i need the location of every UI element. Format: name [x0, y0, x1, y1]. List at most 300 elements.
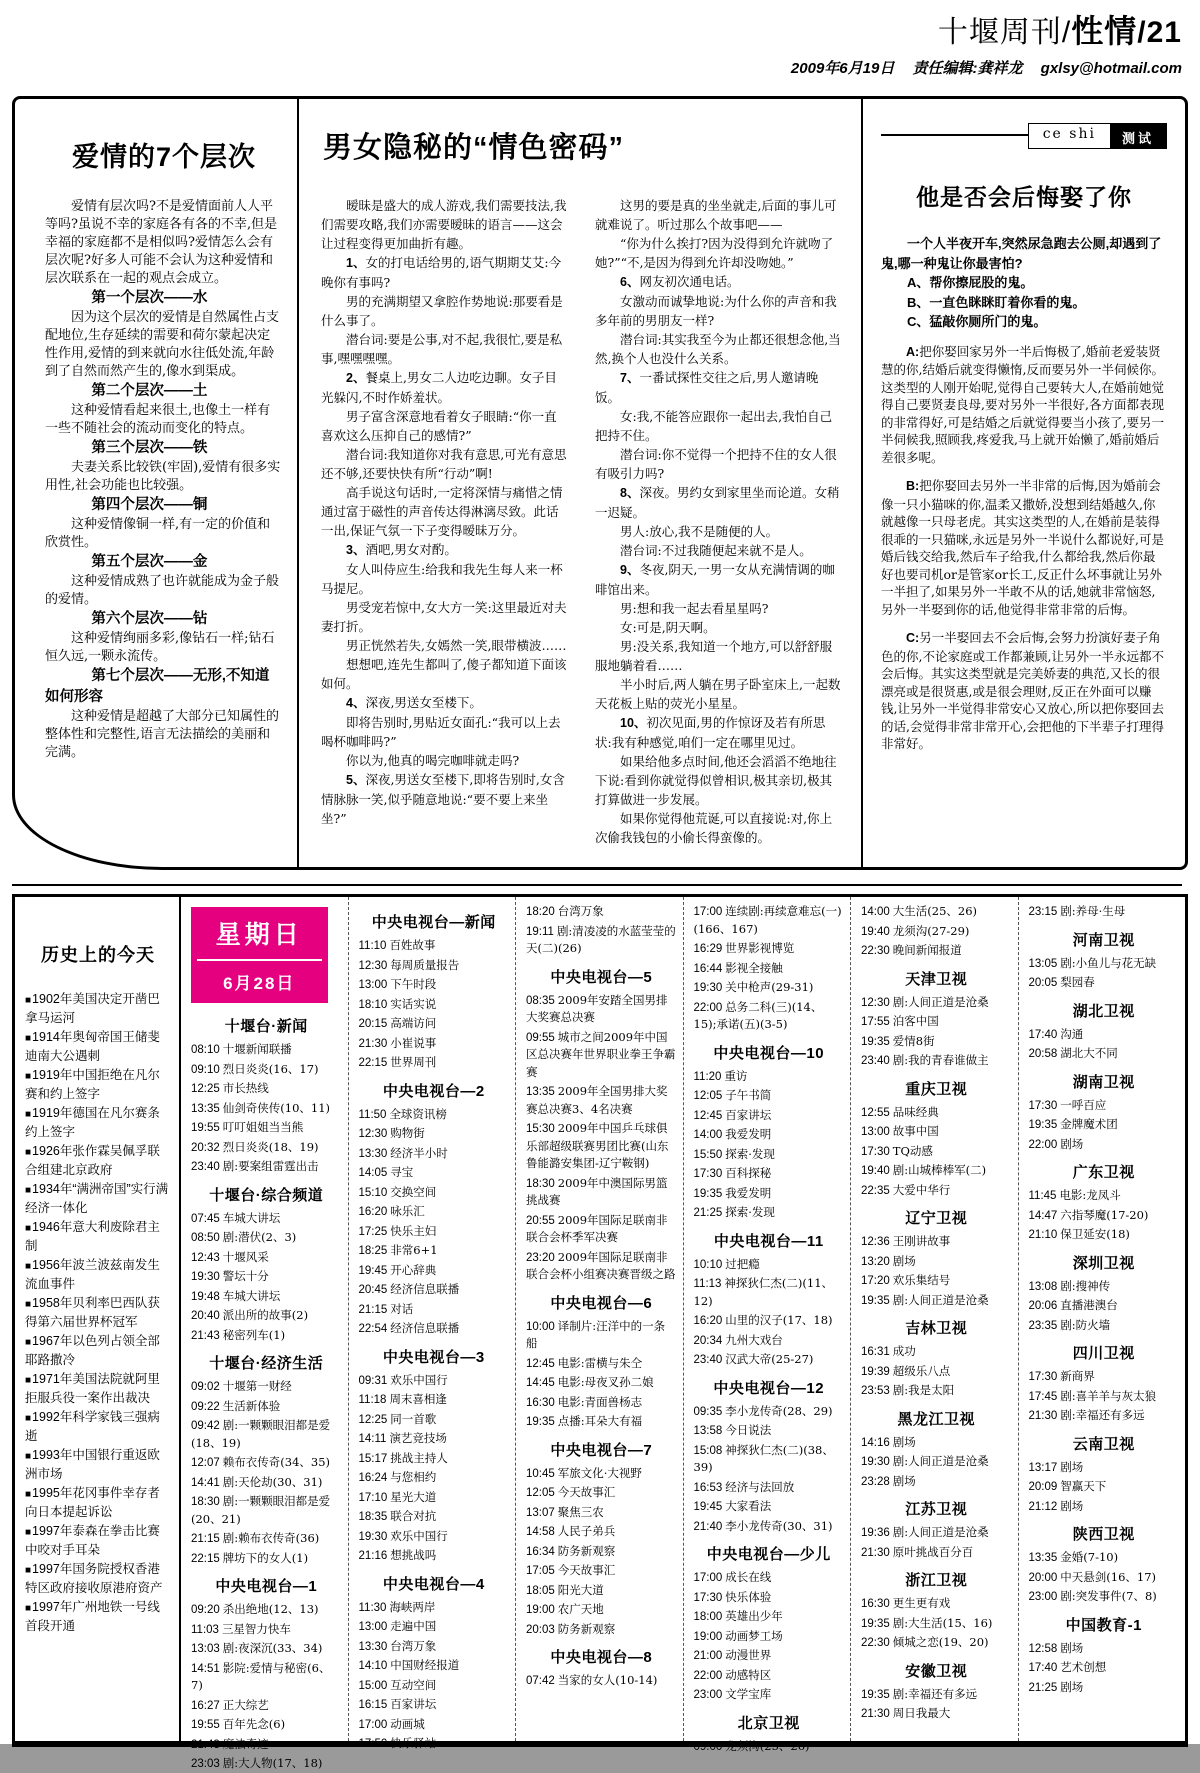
tv-listing-item: [694, 1569, 845, 1587]
tv-listing-item: [694, 1589, 845, 1607]
listing-time: 07:45: [191, 1212, 220, 1225]
tv-listing-item: [694, 1628, 845, 1646]
listing-time: 10:45: [526, 1467, 555, 1480]
listing-program: 我爱发明: [725, 1127, 772, 1141]
tv-listing-item: [191, 1061, 342, 1079]
article1-paragraph: 这种爱情像铜一样,有一定的价值和欣赏性。: [45, 517, 271, 550]
tv-listing-item: [861, 1363, 1012, 1381]
listing-time: 19:35: [861, 1294, 890, 1307]
channel-header: 中央电视台—7: [550, 1441, 653, 1459]
listing-time: 22:15: [358, 1057, 388, 1069]
listing-time: 19:40: [861, 925, 890, 938]
listing-time: 11:30: [358, 1601, 387, 1614]
tv-listing-item: [1029, 1226, 1180, 1244]
listing-time: 09:22: [191, 1400, 220, 1413]
listing-program: 剧场: [1060, 1498, 1084, 1513]
article1-paragraph: 因为这个层次的爱情是自然属性占支配地位,生存延续的需要和荷尔蒙起决定性作用,爱情的到来就向水往低处流,年龄到了自然而然产生的,像水到渠成。: [45, 310, 280, 379]
tv-listing-item: [1029, 1368, 1180, 1386]
listing-program: 十堰新闻联播: [222, 1042, 292, 1056]
tv-listing-item: [359, 1469, 510, 1487]
listing-program: 总务二科(三)(14、15);承诺(五)(3-5): [693, 999, 823, 1031]
listing-program: 百家讲坛: [390, 1697, 437, 1711]
listing-program: 关中枪声(29-31): [725, 980, 814, 994]
listing-time: 15:30: [526, 1123, 555, 1135]
tv-listing-item: [861, 1162, 1012, 1180]
listing-program: 当家的女人(10-14): [557, 1673, 658, 1687]
listing-time: 18:20: [526, 906, 555, 918]
listing-time: 12:05: [693, 1090, 723, 1102]
tv-listing-item: [191, 1755, 342, 1773]
listing-time: 18:30: [191, 1496, 220, 1508]
listing-time: 09:10: [191, 1063, 220, 1076]
listing-program: 品味经典: [892, 1104, 939, 1119]
tv-listing-item: [191, 1327, 342, 1345]
listing-program: 经济与法回放: [725, 1479, 795, 1494]
listing-time: 19:35: [861, 1617, 890, 1630]
listing-time: 13:58: [693, 1425, 723, 1437]
listing-program: 人民子弟兵: [557, 1524, 616, 1538]
listing-time: 21:30: [358, 1037, 388, 1050]
article-secret-codes: [299, 99, 863, 867]
listing-time: 19:39: [861, 1365, 890, 1378]
tv-listing-item: [359, 1528, 510, 1546]
listing-time: 19:00: [526, 1604, 555, 1616]
history-items: [25, 991, 171, 1634]
tv-listing-item: [1029, 1569, 1180, 1587]
article2-paragraph: 这男的要是真的坐坐就走,后面的事儿可就难说了。听过那么个故事吧——: [595, 198, 837, 232]
listing-program: 联合对抗: [390, 1509, 437, 1523]
listing-time: 09:35: [693, 1405, 723, 1418]
listing-program: 大爱中华行: [892, 1182, 951, 1197]
listing-time: 16:29: [693, 943, 723, 955]
tv-listing-item: [359, 1450, 510, 1468]
tv-listing-item: [191, 1080, 342, 1098]
tv-listing-item: [694, 1647, 845, 1665]
listing-time: 22:00: [1028, 1138, 1058, 1151]
tv-listing-item: [191, 1249, 342, 1267]
tv-listing-item: [861, 1473, 1012, 1491]
masthead: [777, 6, 1182, 78]
listing-program: 新商界: [1060, 1369, 1095, 1383]
listing-program: 电影:雷横与朱仝: [557, 1355, 643, 1370]
listing-program: 连续剧:再续意难忘(一)(166、167): [693, 904, 842, 936]
listing-time: 19:30: [861, 1456, 890, 1468]
tv-listing-item: [359, 1391, 510, 1409]
listing-program: 杀出绝地(12、13): [222, 1602, 319, 1616]
tv-listing-item: [526, 1504, 677, 1522]
article2-paragraph: 3、酒吧,男女对酌。: [346, 542, 457, 557]
listing-time: 10:10: [693, 1258, 723, 1271]
tv-listing-item: [694, 1256, 845, 1274]
channel-header: 云南卫视: [1072, 1435, 1135, 1453]
listing-time: 08:35: [526, 994, 555, 1007]
listing-time: 16:24: [358, 1472, 388, 1484]
listing-time: 17:40: [1028, 1662, 1058, 1674]
listing-program: TQ动感: [892, 1143, 933, 1158]
tv-listing-item: [359, 1054, 510, 1072]
channel-header: 中央电视台—3: [382, 1348, 485, 1366]
listing-program: 智赢天下: [1060, 1479, 1107, 1493]
listing-program: 晚间新闻报道: [892, 943, 962, 957]
history-item: ■ 1934年“满洲帝国”实行满经济一体化: [25, 1181, 171, 1216]
listing-time: 08:50: [191, 1232, 220, 1244]
listing-program: 快乐体验: [725, 1589, 772, 1604]
history-title: 历史上的今天: [41, 945, 155, 965]
date-label: 6月28日: [223, 974, 296, 993]
channel-header: 湖南卫视: [1072, 1073, 1135, 1091]
listing-time: 09:42: [191, 1420, 220, 1432]
listing-program: 湖北大不同: [1060, 1046, 1118, 1060]
listing-program: 成功: [892, 1344, 916, 1358]
listing-time: 20:06: [1028, 1300, 1058, 1312]
tv-listing-item: [694, 1667, 845, 1685]
listing-time: 14:00: [861, 906, 890, 918]
listing-time: 13:08: [1028, 1280, 1058, 1293]
tv-listing-item: [359, 1735, 510, 1753]
tv-listing-item: [191, 1158, 342, 1176]
issue-date: 2009年6月19日: [790, 60, 895, 77]
listing-program: 剧场: [1060, 1136, 1084, 1151]
listing-program: 周日我最大: [892, 1706, 951, 1720]
listing-time: 16:53: [693, 1481, 723, 1494]
tv-listing-item: [861, 1544, 1012, 1562]
listing-time: 13:05: [1028, 957, 1058, 970]
listing-program: 剧:我是太阳: [892, 1383, 955, 1397]
article2-title: 男女隐秘的“情色密码”: [323, 132, 625, 164]
listing-time: 23:03: [191, 1758, 220, 1770]
history-item: ■ 1993年中国银行重返欧洲市场: [25, 1447, 171, 1482]
tv-listing-item: [861, 1686, 1012, 1704]
listing-program: 十堰风采: [222, 1249, 269, 1264]
channel-header: 吉林卫视: [905, 1320, 968, 1337]
tv-listing-item: [191, 1139, 342, 1157]
listing-time: 11:10: [358, 940, 387, 952]
tv-listing-item: [359, 1599, 510, 1617]
tv-listing-item: [1029, 1549, 1180, 1567]
listing-time: 19:35: [526, 1416, 555, 1428]
listing-time: 09:31: [358, 1374, 388, 1387]
tv-listing-item: [191, 1697, 342, 1715]
listing-program: 2009年国际足联南非联合会杯小组赛决赛晋级之路: [526, 1249, 676, 1281]
tab-rule-line: [881, 134, 1028, 149]
listing-time: 16:30: [526, 1396, 555, 1409]
history-column: [15, 897, 181, 1741]
quiz-option: C、猛敲你厕所门的鬼。: [907, 314, 1047, 329]
listing-time: 23:28: [861, 1475, 890, 1488]
tv-listing-item: [191, 1100, 342, 1118]
article1-subhead: 第四个层次——铜: [91, 497, 208, 513]
tv-listing-item: [526, 1413, 677, 1431]
channel-header: 十堰台·新闻: [224, 1018, 308, 1035]
quiz-box: [863, 99, 1185, 867]
article2-column-1: [321, 196, 567, 847]
quiz-options: [881, 273, 1167, 332]
listing-program: 金婚(7-10): [1060, 1550, 1119, 1564]
tv-listing-item: [694, 1738, 845, 1756]
tv-col-listings: [526, 903, 677, 1690]
listing-time: 22:54: [358, 1323, 388, 1335]
tv-listing-item: [359, 1125, 510, 1143]
article1-paragraph: 这种爱情绚丽多彩,像钻石一样;钻石恒久远,一颗永流传。: [45, 631, 275, 664]
tv-listing-item: [359, 1223, 510, 1241]
tv-listing-item: [359, 1242, 510, 1260]
listing-time: 23:20: [526, 1251, 555, 1264]
tv-listing-item: [1029, 1207, 1180, 1225]
listing-time: 13:00: [358, 1621, 388, 1633]
tv-listing-item: [861, 942, 1012, 960]
listing-time: 21:30: [1028, 1410, 1058, 1422]
listing-program: 艺术创想: [1060, 1660, 1107, 1674]
listing-program: 成长在线: [725, 1570, 772, 1584]
article2-paragraph: 男:想和我一起去看星星吗?: [620, 601, 769, 616]
listing-program: 神探狄仁杰(二)(38、39): [693, 1442, 834, 1474]
listing-time: 15:17: [358, 1452, 388, 1465]
listing-program: 剧场: [1060, 1459, 1084, 1474]
listing-program: 欢乐中国行: [390, 1372, 448, 1387]
tv-listing-item: [1029, 1407, 1180, 1425]
article2-paragraph: “你为什么挨打?因为没得到允许就吻了她?”“不,是因为得到允许却没吻她。”: [595, 236, 834, 270]
listing-time: 16:30: [861, 1598, 890, 1610]
listing-program: 动画梦工场: [725, 1628, 783, 1643]
listing-time: 21:16: [358, 1550, 388, 1562]
listing-program: 下午时段: [390, 977, 437, 991]
listing-time: 12:45: [693, 1109, 723, 1122]
tv-column-cctv10-beijing: [683, 897, 851, 1753]
listing-program: 重访: [724, 1068, 748, 1083]
listing-time: 12:25: [358, 1413, 388, 1426]
listing-program: 六指琴魔(17-20): [1060, 1207, 1149, 1222]
article2-paragraph: 2、餐桌上,男女二人边吃边聊。女子目光躲闪,不时作娇羞状。: [321, 370, 557, 405]
listing-time: 18:30: [526, 1177, 555, 1190]
listing-time: 12:25: [191, 1083, 220, 1095]
tv-listing-item: [359, 1015, 510, 1033]
listing-time: 20:34: [693, 1334, 723, 1347]
listing-program: 仙剑奇侠传(10、11): [222, 1100, 331, 1115]
date-box: [191, 907, 328, 1003]
channel-header: 深圳卫视: [1072, 1254, 1135, 1272]
tv-listing-item: [359, 1618, 510, 1636]
tv-listing-item: [694, 1312, 845, 1330]
listing-program: 剧:大人物(17、18): [222, 1756, 323, 1770]
listing-program: 龙须沟(25、26): [725, 1738, 810, 1753]
history-item: ■ 1958年贝利率巴西队获得第六届世界杯冠军: [25, 1295, 171, 1330]
listing-program: 龙须沟(27-29): [892, 923, 970, 938]
article2-paragraph: 男的充满期望又拿腔作势地说:那要看是什么事了。: [321, 294, 563, 328]
tv-listing-item: [1029, 1026, 1180, 1044]
tv-listing-item: [526, 992, 677, 1027]
listing-time: 17:30: [693, 1168, 723, 1180]
tv-listing-item: [1029, 1045, 1180, 1063]
listing-time: 13:35: [526, 1086, 555, 1098]
listing-time: 11:03: [191, 1623, 219, 1636]
listing-program: 同一首歌: [390, 1411, 437, 1426]
article2-paragraph: 10、初次见面,男的作惊讶及若有所思状:我有种感觉,咱们一定在哪里见过。: [595, 715, 826, 750]
listing-program: 剧:要案组雷霆出击: [222, 1159, 319, 1173]
article2-paragraph: 9、冬夜,阴天,一男一女从充满情调的咖啡馆出来。: [595, 562, 835, 597]
tv-listing-item: [694, 960, 845, 978]
listing-program: 想挑战吗: [390, 1548, 437, 1562]
listing-program: 十堰第一财经: [222, 1379, 292, 1393]
listing-program: 烈日炎炎(18、19): [222, 1139, 319, 1154]
article2-paragraph: 想想吧,连先生都叫了,傻子都知道下面该如何。: [321, 657, 567, 691]
article2-paragraph: 1、女的打电话给男的,语气期期艾艾:今晚你有事吗?: [321, 255, 562, 290]
listing-program: 走遍中国: [390, 1619, 437, 1633]
tv-column-satellite-2: [1018, 897, 1186, 1741]
listing-time: 21:12: [1028, 1500, 1058, 1513]
listing-time: 19:48: [191, 1290, 220, 1303]
masthead-dateline: [777, 57, 1182, 78]
listing-program: 探索·发现: [725, 1205, 775, 1219]
listing-program: 实话实说: [390, 996, 437, 1011]
history-item: ■ 1946年意大利废除君主制: [25, 1219, 171, 1254]
listing-program: 英雄出少年: [725, 1609, 783, 1623]
listing-program: 魔法奇迹: [222, 1736, 269, 1751]
article2-paragraph: 7、一番试探性交往之后,男人邀请晚饭。: [595, 370, 819, 405]
listing-program: 泊客中国: [892, 1014, 939, 1028]
listing-program: 剧:大生活(15、16): [892, 1615, 993, 1630]
tv-listing-item: [191, 1660, 342, 1695]
tv-listing-item: [359, 1638, 510, 1656]
tv-listing-item: [861, 1634, 1012, 1652]
quiz-option: A、帮你擦屁股的鬼。: [907, 275, 1034, 290]
tv-listing-item: [694, 1275, 845, 1310]
listing-time: 14:11: [358, 1433, 387, 1445]
listing-time: 13:00: [861, 1126, 890, 1138]
tv-listing-item: [526, 1394, 677, 1412]
quiz-answer: C:另一半娶回去不会后悔,会努力扮演好妻子角色的你,不论家庭或工作都兼顾,让另外一半永远都不会后悔。其实这类型就是完美娇妻的典范,又长的很漂亮或是很贤惠,或是很会理财,反正在外面可以赚钱,让另外一半觉得非常安心又放心,所以把你娶回去的话,会觉得非常非常开心,会把他的下半辈子打理得非常好。: [881, 630, 1164, 751]
listing-program: 欢乐中国行: [390, 1528, 448, 1543]
tv-listing-item: [1029, 1679, 1180, 1697]
article2-paragraph: 男子富含深意地看着女子眼睛:“你一直喜欢这么压抑自己的感情?”: [321, 409, 557, 443]
history-item: ■ 1926年张作霖吴佩孚联合组建北京政府: [25, 1143, 171, 1178]
listing-time: 17:55: [861, 1016, 890, 1028]
channel-header: 中央电视台—4: [382, 1575, 485, 1593]
listing-program: 剧:天伦劫(30、31): [222, 1474, 323, 1489]
listing-time: 16:44: [693, 962, 723, 975]
tv-listing-item: [191, 1474, 342, 1492]
listing-time: 20:15: [358, 1018, 388, 1030]
listing-time: 20:00: [1028, 1571, 1058, 1584]
listing-time: 17:30: [693, 1591, 723, 1604]
tv-listing-item: [359, 1035, 510, 1053]
listing-program: 聚焦三农: [557, 1504, 604, 1519]
tv-listing-item: [694, 1068, 845, 1086]
listing-time: 17:50: [358, 1738, 388, 1750]
listing-program: 一呼百应: [1060, 1097, 1107, 1112]
listing-time: 20:40: [191, 1310, 220, 1322]
channel-header: 重庆卫视: [905, 1080, 968, 1098]
listing-time: 12:30: [358, 959, 388, 972]
quiz-title: 他是否会后悔娶了你: [916, 184, 1132, 210]
listing-time: 13:17: [1028, 1461, 1058, 1474]
tv-column-cctv-news: [348, 897, 516, 1750]
tv-listing-item: [359, 996, 510, 1014]
listing-program: 赖布衣传奇(34、35): [222, 1455, 331, 1469]
listing-time: 13:30: [358, 1640, 388, 1653]
quiz-answers: [881, 343, 1167, 753]
channel-header: 安徽卫视: [905, 1662, 968, 1680]
tv-listing-item: [1029, 903, 1180, 921]
article2-paragraph: 潜台词:要是公事,对不起,我很忙,要是私事,嘿嘿嘿嘿。: [321, 332, 563, 366]
channel-header: 广东卫视: [1072, 1164, 1135, 1181]
tv-listing-item: [526, 1523, 677, 1541]
article2-paragraph: 女:可是,阴天啊。: [620, 620, 716, 635]
listing-program: 剧:幸福还有多远: [892, 1686, 978, 1701]
listing-program: 互动空间: [390, 1677, 437, 1692]
tv-listing-item: [694, 1204, 845, 1222]
listing-time: 21:25: [1028, 1681, 1058, 1694]
listing-time: 23:15: [1028, 906, 1058, 918]
listing-program: 金牌魔术团: [1060, 1117, 1118, 1131]
tv-listing-item: [191, 1268, 342, 1286]
tv-listing-item: [1029, 1640, 1180, 1658]
listing-program: 故事中国: [892, 1124, 939, 1138]
tv-listing-item: [191, 1210, 342, 1228]
listing-time: 17:05: [526, 1565, 555, 1577]
tv-listing-item: [359, 1145, 510, 1163]
tv-column-satellite-1: [850, 897, 1018, 1741]
listing-time: 14:45: [526, 1377, 555, 1389]
divider-line: [12, 884, 1182, 886]
listing-program: 剧:小鱼儿与花无缺: [1060, 955, 1157, 970]
article2-paragraph: 潜台词:其实我至今为止都还很想念他,当然,换个人也没什么关系。: [595, 332, 841, 366]
listing-time: 22:00: [693, 1669, 723, 1682]
article2-paragraph: 6、网友初次通电话。: [620, 274, 740, 289]
tv-listing-item: [1029, 1588, 1180, 1606]
listing-program: 开心辞典: [390, 1262, 437, 1277]
listing-program: 大家看法: [725, 1499, 772, 1513]
article1-paragraph: 这种爱情是超越了大部分已知属性的整体性和完整性,语言无法描绘的美丽和完满。: [45, 709, 280, 760]
history-item: ■ 1967年以色列占领全部耶路撒冷: [25, 1333, 171, 1368]
tv-listing-item: [694, 1185, 845, 1203]
listing-time: 17:30: [861, 1145, 890, 1158]
listing-program: 神探狄仁杰(二)(11、12): [693, 1276, 834, 1308]
tv-listing-item: [861, 1123, 1012, 1141]
listing-time: 17:25: [358, 1225, 388, 1238]
article1-body: [45, 198, 283, 762]
listing-program: 电影:青面兽杨志: [557, 1394, 643, 1409]
listing-program: 百年先念(6): [222, 1717, 286, 1731]
tv-listing-item: [861, 1272, 1012, 1290]
tv-listing-item: [694, 1165, 845, 1183]
listing-program: 剧:夜深沉(33、34): [222, 1641, 323, 1655]
listing-time: 19:30: [358, 1530, 388, 1543]
listing-program: 沟通: [1060, 1026, 1084, 1041]
tv-listing-item: [359, 1411, 510, 1429]
editor-email: gxlsy@hotmail.com: [1040, 60, 1182, 77]
listing-time: 19:11: [526, 925, 554, 938]
tv-listing-item: [694, 1087, 845, 1105]
listing-program: 快乐主妇: [390, 1223, 437, 1238]
listing-time: 16:20: [358, 1206, 388, 1218]
publication-name: 十堰周刊/: [937, 16, 1072, 49]
tv-listing-item: [861, 1233, 1012, 1251]
listing-time: 17:45: [1028, 1390, 1058, 1403]
tv-listing-item: [191, 1621, 342, 1639]
article2-paragraph: 如果你觉得他荒诞,可以直接说:对,你上次偷我钱包的小偷长得蛮像的。: [595, 811, 833, 845]
article2-paragraph: 潜台词:我知道你对我有意思,可光有意思还不够,还要快快有所“行动”啊!: [321, 447, 567, 481]
article2-paragraph: 男:没关系,我知道一个地方,可以舒舒服服地躺着看……: [595, 639, 833, 673]
listing-program: 每周质量报告: [390, 957, 460, 972]
listing-program: 百家讲坛: [725, 1107, 772, 1122]
listing-program: 今天故事汇: [557, 1485, 616, 1499]
listing-time: 12:30: [861, 996, 890, 1009]
listing-program: 世界周刊: [390, 1055, 437, 1069]
quiz-tab-pinyin: ce shi: [1042, 126, 1096, 142]
tv-listing-item: [694, 1351, 845, 1369]
quiz-answer: A:把你娶回家另外一半后悔极了,婚前老爱装贤慧的你,结婚后就变得懒惰,反而要另外一半伺候你。这类型的人刚开始呢,觉得自己要转大人,在婚前她觉得自己要贤妻良母,要对另外一半很好,各方面都表现的非常得好,可是结婚之后就觉得要当小孩了,要另一半伺候我,照顾我,疼爱我,马上就开始懒了,婚前婚后差很多呢。: [881, 343, 1164, 465]
article2-paragraph: 男受宠若惊中,女大方一笑:这里最近对夫妻打折。: [321, 600, 567, 634]
